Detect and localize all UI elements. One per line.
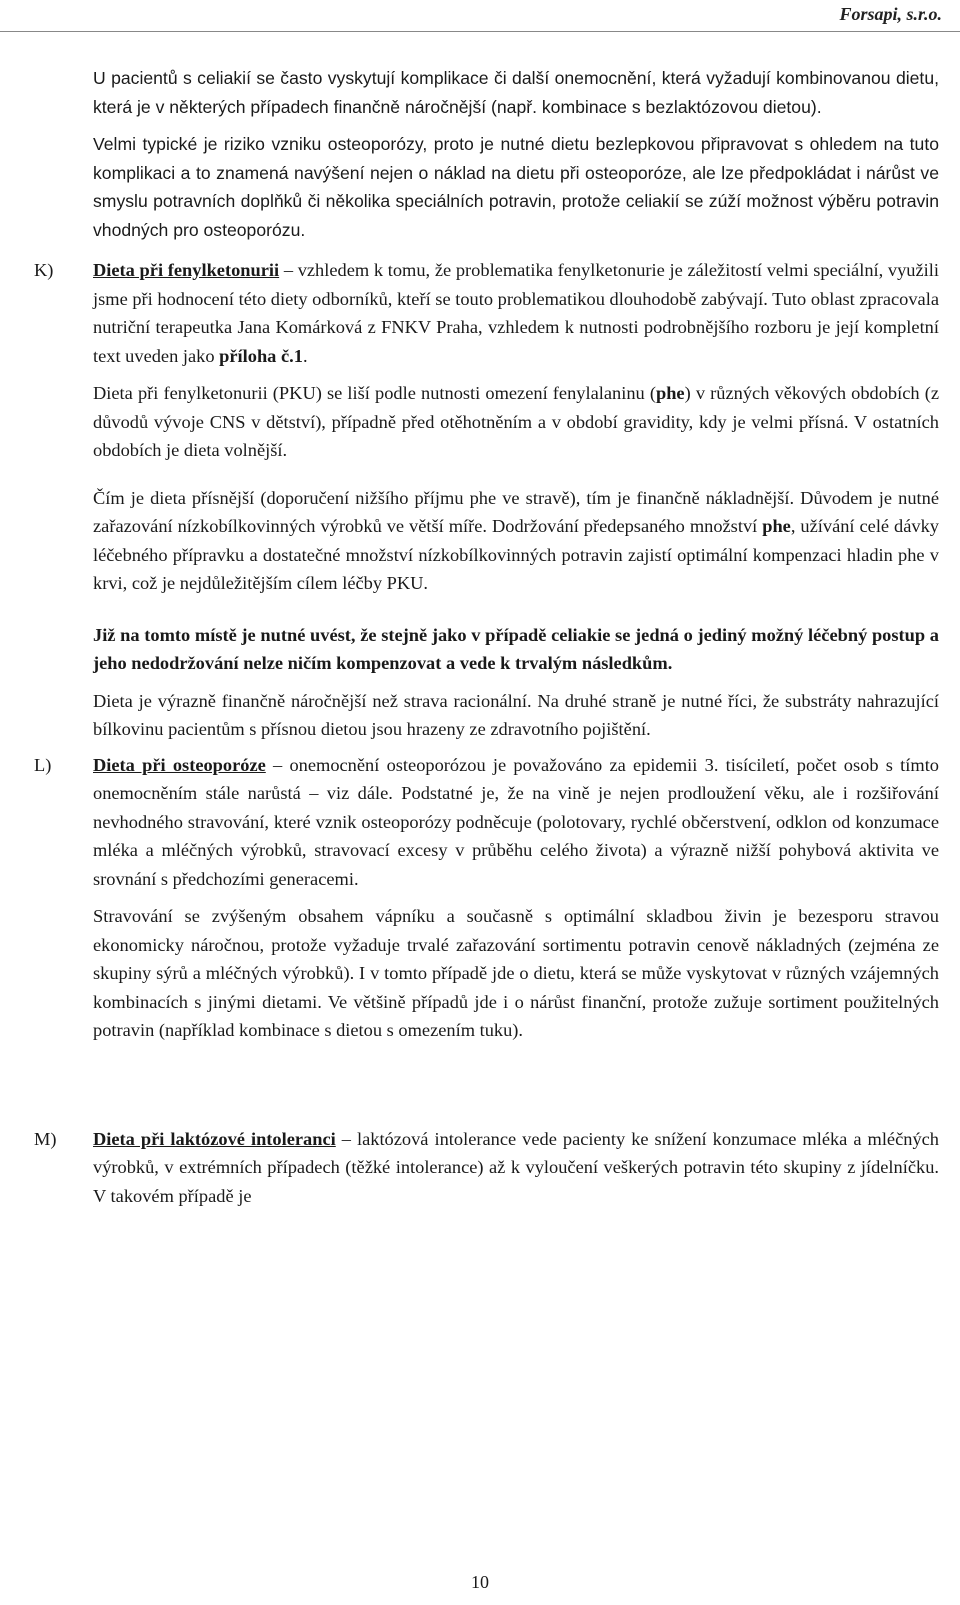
section-text: – vzhledem k tomu, že problematika fenylketonurie je záležitostí velmi speciální, využili jsme při hodnocení této diety odborníků, kteří se touto problematikou dlouhodobě zabývají. Tuto oblast zpracovala nutriční terapeutka Jana Komárková z FNKV Praha, vzhledem k nutnosti podrobnějšího rozboru je její kompletní text uveden jako: [93, 260, 939, 366]
section-marker: K): [34, 260, 54, 280]
section-title: Dieta při fenylketonurii: [93, 260, 280, 280]
section-k: [0, 256, 960, 744]
text-fragment: , užívání celé dávky léčebného přípravku a dostatečné množství nízkobílkovinných potravin zajistí optimální kompenzaci hladin phe v krvi, což je nejdůležitějším cílem léčby PKU.: [93, 516, 939, 593]
section-l: [0, 751, 960, 1045]
phe-term: phe: [655, 383, 685, 403]
section-m-intro: [93, 1125, 939, 1211]
section-text: – onemocnění osteoporózou je považováno za epidemii 3. tisíciletí, počet osob s tímto onemocněním stále narůstá – viz dále. Podstatné je, že na vině je nejen prodloužení věku, ale i rozšiřování nevhodného stravování, které vznik osteoporózy podněcuje (polotovary, rychlé občerstvení, odklon od konzumace mléka a mléčných výrobků, stravovací excesy v průběhu celého života) a výrazně nižší pohybová aktivita ve srovnání s předchozími generacemi.: [93, 754, 940, 889]
section-title: Dieta při laktózové intoleranci: [93, 1128, 336, 1149]
text-fragment: ) v různých věkových obdobích (z důvodů vývoje CNS v dětství), případně před otěhotněním a v období gravidity, kdy je velmi přísná. V ostatních obdobích je dieta volnější.: [93, 383, 939, 460]
page-header: [0, 0, 960, 40]
company-name: Forsapi, s.r.o.: [839, 4, 942, 24]
header-rule: [0, 31, 960, 32]
paragraph-celiac-complications: U pacientů s celiakií se často vyskytují komplikace či další onemocnění, která vyžadují kombinovanou dietu, která je v některých případech finančně náročnější (např. kombinace s bezlaktózovou dietou).: [93, 68, 939, 117]
section-l-paragraph-2: Stravování se zvýšeným obsahem vápníku a současně s optimální skladbou živin je bezesporu stravou ekonomicky náročnou, protože vyžaduje trvalé zařazování sortimentu potravin cenově nákladných (zejména ze skupiny sýrů a mléčných výrobků). I v tomto případě jde o dietu, která se může vyskytovat v různých vzájemných kombinacích s jinými dietami. Ve většině případů jde i o nárůst finanční, protože zužuje sortiment použitelných potravin (například kombinace s dietou s omezením tuku).: [93, 906, 939, 1040]
section-k-paragraph-5: Dieta je výrazně finančně náročnější než strava racionální. Na druhé straně je nutné říci, že substráty nahrazující bílkovinu pacientům s přísnou dietou jsou hrazeny ze zdravotního pojištění.: [93, 690, 939, 739]
section-l-intro: [93, 751, 939, 894]
document-body: [0, 64, 960, 1210]
section-m: [0, 1125, 960, 1211]
section-marker: M): [34, 1128, 57, 1149]
section-k-warning: Již na tomto místě je nutné uvést, že stejně jako v případě celiakie se jedná o jediný možný léčebný postup a jeho nedodržování nelze ničím kompenzovat a vede k trvalým následkům.: [93, 624, 939, 673]
section-k-paragraph-2: [93, 379, 939, 465]
page-number: 10: [471, 1572, 489, 1592]
section-k-intro: [93, 256, 939, 370]
section-marker: L): [34, 754, 52, 775]
text-fragment: Dieta při fenylketonurii (PKU) se liší podle nutnosti omezení fenylalaninu (: [93, 383, 656, 403]
attachment-reference: příloha č.1: [219, 345, 303, 366]
text-fragment: Čím je dieta přísnější (doporučení nižšího příjmu phe ve stravě), tím je finančně nákladnější. Důvodem je nutné zařazování nízkobílkovinných výrobků ve větší míře. Dodržování předepsaného množství: [93, 487, 939, 536]
phe-term: phe: [762, 516, 791, 536]
paragraph-osteoporosis-risk: Velmi typické je riziko vzniku osteoporózy, proto je nutné dietu bezlepkovou připravovat s ohledem na tuto komplikaci a to znamená navýšení nejen o náklad na dietu při osteoporóze, ale lze předpokládat i nárůst ve smyslu potravních doplňků či několika speciálních potravin, protože celiakií se zúží možnost výběru potravin vhodných pro osteoporózu.: [93, 134, 939, 240]
section-title: Dieta při osteoporóze: [93, 754, 266, 775]
section-k-paragraph-3: [93, 484, 939, 598]
section-text-end: .: [302, 345, 308, 366]
section-text: – laktózová intolerance vede pacienty ke snížení konzumace mléka a mléčných výrobků, v extrémních případech (těžké intolerance) až k vyloučení veškerých potravin této skupiny z jídelníčku. V takovém případě je: [93, 1128, 939, 1206]
